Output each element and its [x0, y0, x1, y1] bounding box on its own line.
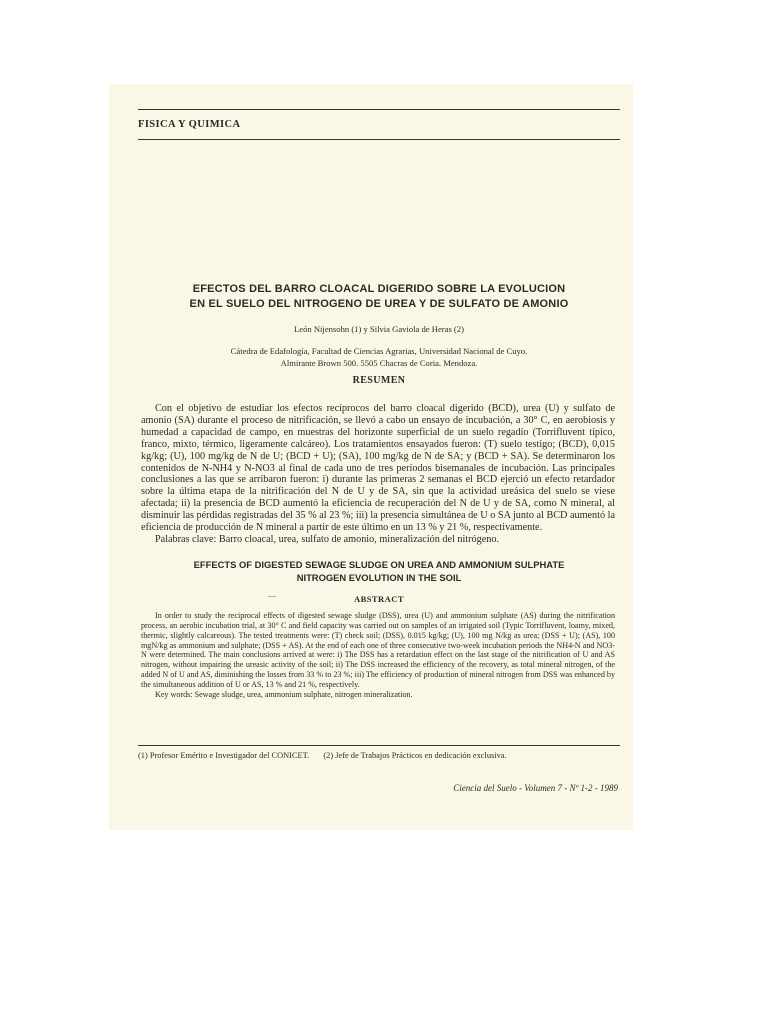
abstract-text: In order to study the reciprocal effects of digested sewage sludge (DSS), urea (U) and ammonium sulphate (AS) during the nitrification process, an aerobic incubation trial, at 30° C and field capacity was carried out on samples of an irrigated soil (Typic Torrifluvent, loamy, mixed, thermic, slightly calcareous). The tested treatments were: (T) check soil; (DSS), 0.015 kg/kg; (U), 100 mg N/kg as urea; (DSS + U); (AS), 100 mgN/kg as ammonium and sulphate; (DSS + AS). At the end of each one of three consecutive two-week incubation periods the NH4-N and NO3-N were determined. The main conclusions arrived at were: i) The DSS has a retardation effect on the last stage of the nitrification of U and AS nitrogen, without impairing the ureasic activity of the soil; ii) The DSS increased the efficiency of the recovery, as total mineral nitrogen, of the added N of U and AS, diminishing the losses from 33 % to 23 %; iii) The efficiency of production of mineral nitrogen from DSS was enhanced by the simultaneous addition of U or AS, 13 % and 21 %, respectively. [141, 611, 615, 689]
affiliation-line: Almirante Brown 500. 5505 Chacras de Coria. Mendoza. [280, 358, 478, 368]
header-rule [138, 139, 620, 140]
abstract-body [141, 611, 615, 700]
palabras-clave: Palabras clave: Barro cloacal, urea, sulfato de amonio, mineralización del nitrógeno. [155, 533, 499, 545]
footnote: (2) Jefe de Trabajos Prácticos en dedicación exclusiva. [323, 751, 507, 760]
key-words: Key words: Sewage sludge, urea, ammonium sulphate, nitrogen mineralization. [155, 689, 413, 699]
footnote-rule [138, 745, 620, 746]
spanish-title-line: EN EL SUELO DEL NITROGENO DE UREA Y DE SULFATO DE AMONIO [189, 298, 569, 310]
affiliation [138, 345, 620, 369]
footnotes [138, 751, 519, 760]
resumen-body [141, 403, 615, 546]
resumen-heading: RESUMEN [352, 375, 406, 386]
section-header: FISICA Y QUIMICA [138, 119, 241, 130]
resumen-text: Con el objetivo de estudiar los efectos recíprocos del barro cloacal digerido (BCD), urea (U) y sulfato de amonio (SA) durante el proceso de nitrificación, se llevó a cabo un ensayo de incubación, a 30° C, en aerobiosis y humedad a capacidad de campo, en muestras del horizonte superficial de un suelo regadío (Torrifluvent típico, franco, mixto, térmico, ligeramente calcáreo). Los tratamientos ensayados fueron: (T) suelo testigo; (BCD), 0,015 kg/kg; (U), 100 mg/kg de N de U; (BCD + U); (SA), 100 mg/kg de N de SA; y (BCD + SA). Se determinaron los contenidos de N-NH4 y N-NO3 al final de cada uno de tres períodos bisemanales de incubación. Las principales conclusiones a las que se arribaron fueron: i) durante las primeras 2 semanas el BCD ejerció un efecto retardador sobre la última etapa de la nitrificación del N de U y de SA, sin que la actividad ureásica del suelo se viese afectada; ii) la presencia de BCD aumentó la eficiencia de recuperación del N de U y de SA, como N mineral, al disminuir las pérdidas registradas del 35 % al 23 %; iii) la presencia simultánea de U o SA junto al BCD aumentó la eficiencia de producción de N mineral a partir de este último en un 13 % y 21 %, respectivamente. [141, 403, 615, 534]
abstract-heading: ABSTRACT [354, 594, 404, 604]
authors: León Nijensohn (1) y Silvia Gaviola de Heras (2) [294, 324, 464, 334]
affiliation-line: Cátedra de Edafología, Facultad de Ciencias Agrarias, Universidad Nacional de Cuyo. [230, 346, 528, 356]
top-rule [138, 109, 620, 110]
spanish-title-line: EFECTOS DEL BARRO CLOACAL DIGERIDO SOBRE LA EVOLUCION [192, 283, 566, 295]
journal-citation: Ciencia del Suelo - Volumen 7 - Nº 1-2 - 1989 [453, 783, 618, 793]
english-title-line: NITROGEN EVOLUTION IN THE SOIL [296, 572, 462, 583]
footnote: (1) Profesor Emérito e Investigador del CONICET. [138, 751, 310, 760]
spanish-title [138, 282, 620, 312]
english-title [138, 558, 620, 584]
english-title-line: EFFECTS OF DIGESTED SEWAGE SLUDGE ON UREA AND AMMONIUM SULPHATE [193, 559, 565, 570]
